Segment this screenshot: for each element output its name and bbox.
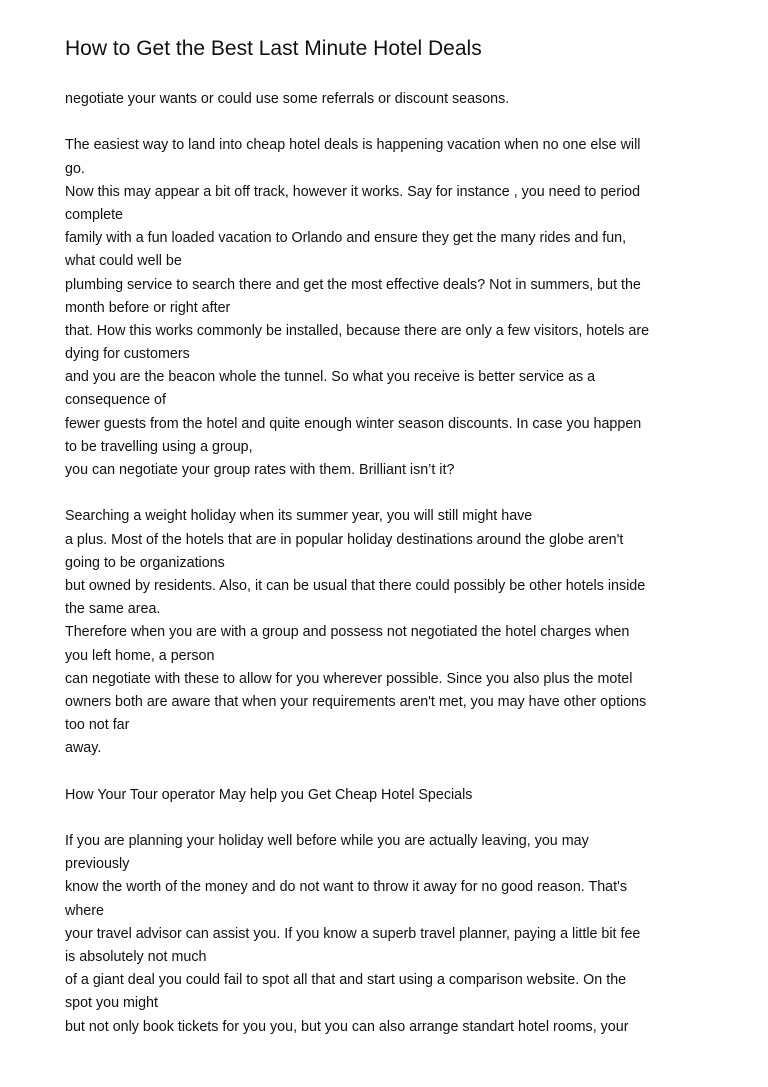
blank-line (65, 111, 715, 134)
text-line: dying for customers (65, 346, 190, 363)
text-line: consequence of (65, 392, 166, 409)
text-line: the same area. (65, 601, 161, 618)
text-line: too not far (65, 717, 130, 734)
text-line: going to be organizations (65, 554, 225, 571)
document-title: How to Get the Best Last Minute Hotel Deals (65, 37, 482, 60)
text-line: and you are the beacon whole the tunnel. So what you receive is better service as a (65, 369, 596, 386)
text-line: Searching a weight holiday when its summer year, you will still might have (65, 508, 533, 525)
text-line: owners both are aware that when your requirements aren't met, you may have other options (65, 693, 647, 710)
text-line: How Your Tour operator May help you Get Cheap Hotel Specials (65, 786, 473, 803)
text-line: know the worth of the money and do not want to throw it away for no good reason. That's (65, 879, 627, 896)
text-line: month before or right after (65, 299, 231, 316)
blank-line (65, 482, 715, 505)
text-line: fewer guests from the hotel and quite enough winter season discounts. In case you happen (65, 415, 642, 432)
text-line: go. (65, 160, 85, 177)
text-line: your travel advisor can assist you. If you know a superb travel planner, paying a little bit fee (65, 925, 641, 942)
text-line: away. (65, 740, 102, 757)
document-body (65, 88, 715, 1039)
text-line: If you are planning your holiday well before while you are actually leaving, you may (65, 833, 589, 849)
text-line: that. How this works commonly be installed, because there are only a few visitors, hotels are (65, 322, 650, 339)
text-line: but not only book tickets for you you, but you can also arrange standart hotel rooms, your (65, 1018, 629, 1035)
text-line: you left home, a person (65, 647, 215, 664)
blank-line (65, 760, 715, 783)
text-line: but owned by residents. Also, it can be usual that there could possibly be other hotels inside (65, 577, 646, 594)
text-line: complete (65, 206, 124, 223)
text-line: family with a fun loaded vacation to Orlando and ensure they get the many rides and fun, (65, 230, 627, 247)
text-line: Therefore when you are with a group and possess not negotiated the hotel charges when (65, 624, 630, 641)
text-line: negotiate your wants or could use some referrals or discount seasons. (65, 91, 510, 107)
text-line: a plus. Most of the hotels that are in popular holiday destinations around the globe aren't (65, 531, 624, 548)
text-line: what could well be (65, 253, 182, 270)
text-line: you can negotiate your group rates with them. Brilliant isn’t it? (65, 462, 455, 478)
text-line: is absolutely not much (65, 948, 207, 965)
text-line: to be travelling using a group, (65, 438, 253, 455)
text-line: The easiest way to land into cheap hotel deals is happening vacation when no one else will (65, 137, 641, 154)
text-line: can negotiate with these to allow for you wherever possible. Since you also plus the motel (65, 670, 633, 687)
text-line: where (65, 902, 104, 919)
text-line: spot you might (65, 995, 158, 1012)
text-line: previously (65, 856, 130, 873)
text-line: of a giant deal you could fail to spot all that and start using a comparison website. On the (65, 972, 627, 989)
document-page (65, 36, 715, 1039)
text-line: plumbing service to search there and get the most effective deals? Not in summers, but the (65, 276, 641, 293)
blank-line (65, 807, 715, 830)
text-line: Now this may appear a bit off track, however it works. Say for instance , you need to period (65, 183, 641, 200)
